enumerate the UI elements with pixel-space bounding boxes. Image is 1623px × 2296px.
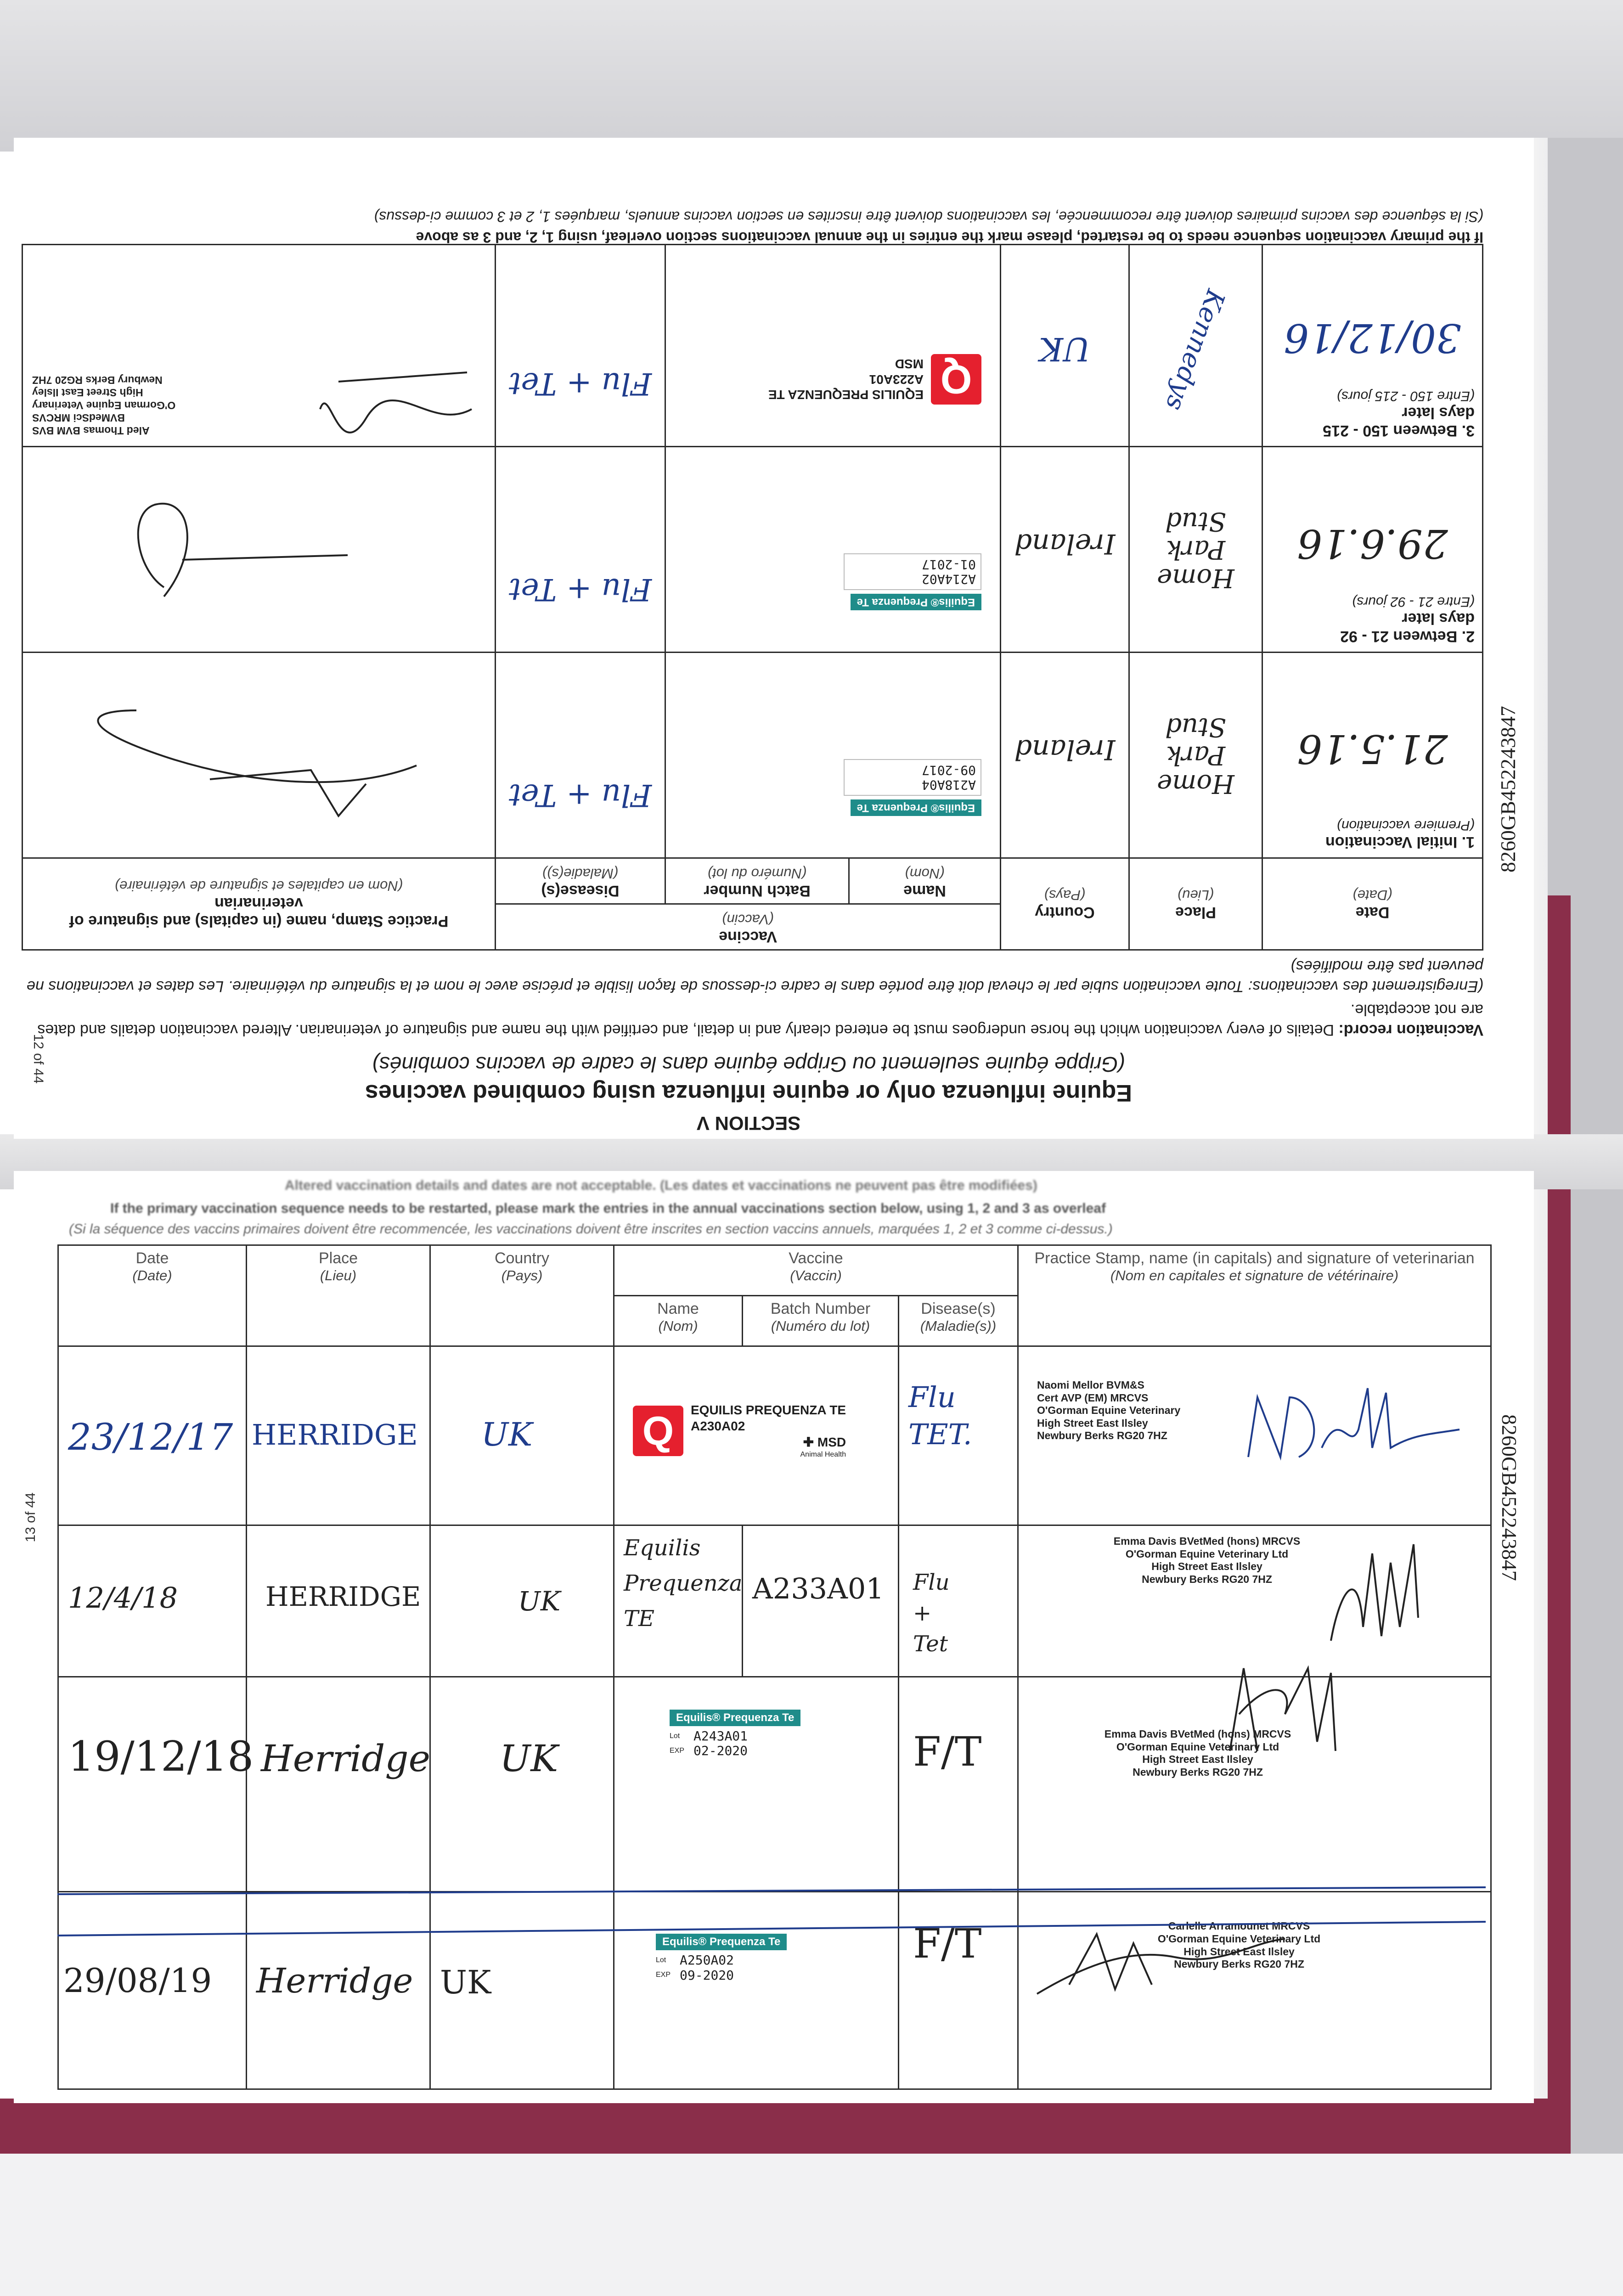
table-row — [22, 245, 1482, 447]
practice-stamp: Naomi Mellor BVM&S Cert AVP (EM) MRCVS O'Gorman Equine Veterinary High Street East Ilsley Newbury Berks RG20 7HZ — [1037, 1379, 1181, 1442]
vaccine-sticker-brand: Equilis® Prequenza Te — [670, 1710, 800, 1726]
vaccine-name: EQUILIS PREQUENZA TE — [768, 388, 924, 402]
disease-cell — [899, 1346, 1018, 1525]
place-cell — [247, 1677, 430, 1892]
disease-cell — [899, 1677, 1018, 1892]
col-batch: Batch Number (Numéro du lot) — [743, 1296, 899, 1346]
vaccine-maker: MSD — [895, 357, 924, 371]
stage-fr: (Entre 150 - 215 jours) — [1336, 388, 1475, 404]
disease-value: Flu + Tet — [508, 572, 652, 607]
place-value: HERRIDGE — [252, 1418, 418, 1452]
country-cell — [430, 1346, 614, 1525]
table-row — [22, 447, 1482, 653]
disease-cell — [495, 447, 665, 653]
notice-restart-fr: (Si la séquence des vaccins primaires doivent être recommencée, les vaccinations doivent être inscrites en section vaccins annuels, marquées 1, 2 et 3 comme ci-dessus.) — [69, 1221, 1113, 1237]
vaccine-name: EQUILIS PREQUENZA TE — [691, 1403, 846, 1417]
vaccine-batch: A214A02 — [921, 572, 976, 587]
notice-label: Vaccination record: — [1338, 1021, 1483, 1039]
stage-label: 2. Between 21 - 92 — [1340, 628, 1475, 645]
practice-stamp: Aled Thomas BVM BVS BVMedSci MRCVS O'Gorman Equine Veterinary High Street East Ilsley Newbury Berks RG20 7HZ — [32, 374, 176, 437]
annual-vaccination-table — [57, 1244, 1492, 2090]
date-value: 29/08/19 — [63, 1961, 212, 2000]
stage-sub: days later — [1402, 610, 1475, 627]
msd-q-logo: Q — [931, 354, 981, 405]
notice-text: Details of every vaccination which the horse undergoes must be entered clearly and in detail, and certified with the name and signature of veterinarian. Altered vaccination details and dates are not acceptable. — [37, 1001, 1483, 1039]
vaccine-expiry: 02-2020 — [693, 1743, 748, 1759]
vaccination-record-notice — [23, 1000, 1483, 1040]
table-row — [58, 1677, 1491, 1892]
vaccination-record-notice-fr: (Enregistrement des vaccinations: Toute vaccination subie par le cheval doit être portée dans le cadre ci-dessous de façon lisible et précise avec le nom et la signature du vétérinaire. Les dates et vaccinations ne peuvent pas être modifiées) — [27, 957, 1483, 995]
country-value: UK — [500, 1737, 558, 1780]
disease-value: Flu + Tet — [508, 366, 652, 401]
vaccine-sticker: Lot EXP A243A01 02-2020 — [670, 1728, 748, 1759]
col-batch: Batch Number (Numéro du lot) — [665, 858, 849, 904]
vaccine-sticker-brand: Equilis® Prequenza Te — [851, 799, 981, 816]
strike-through-lines — [57, 1864, 1490, 1961]
col-country: Country (Pays) — [430, 1245, 614, 1346]
col-place: Place (Lieu) — [247, 1245, 430, 1346]
section-title: SECTION V — [696, 1113, 801, 1134]
disease-value: Flu + Tet — [508, 777, 652, 813]
date-cell — [1262, 245, 1483, 447]
date-value: 29.6.16 — [1297, 520, 1448, 566]
vaccine-sticker-brand: Equilis® Prequenza Te — [851, 594, 981, 610]
place-value: Kennedys — [1159, 285, 1231, 415]
place-value: Herridge — [256, 1961, 413, 2001]
stage-sub: days later — [1402, 404, 1475, 422]
disease-value: Flu + Tet — [913, 1570, 950, 1657]
vaccine-batch: A223A01 — [869, 372, 924, 387]
restart-notice-fr: (Si la séquence des vaccins primaires doivent être recommencée, les vaccinations doivent être inscrites en section vaccins annuels, marquées 1, 2 et 3 comme ci-dessus) — [374, 208, 1483, 225]
table-row — [22, 653, 1482, 858]
notice-altered: Altered vaccination details and dates are not acceptable. (Les dates et vaccinations ne peuvent pas être modifiées) — [285, 1178, 1037, 1193]
disease-cell — [495, 245, 665, 447]
date-value: 30/12/16 — [1284, 315, 1461, 360]
passport-serial: 8260GB452243847 — [1498, 1414, 1521, 1581]
vaccine-label-cell — [665, 447, 1001, 653]
passport-serial: 8260GB452243847 — [1496, 706, 1520, 872]
batch-cell — [743, 1525, 899, 1677]
country-value: UK — [481, 1416, 533, 1453]
vaccine-batch: A218A04 — [921, 777, 976, 793]
vet-signature — [311, 322, 485, 437]
page-12 — [14, 138, 1534, 1139]
disease-cell — [899, 1525, 1018, 1677]
col-vaccine: Vaccine (Vaccin) — [495, 904, 1000, 950]
place-value: HERRIDGE — [265, 1581, 421, 1612]
stamp-cell — [1018, 1677, 1491, 1892]
vet-signature — [1216, 1659, 1354, 1769]
msd-q-logo: Q — [633, 1406, 683, 1456]
vaccine-maker-sub: Animal Health — [800, 1451, 846, 1458]
country-cell — [1001, 447, 1129, 653]
country-cell — [1001, 653, 1129, 858]
section-heading-fr: (Grippe équine seulement ou Grippe équine dans le cadre de vaccins combinés) — [372, 1052, 1125, 1076]
place-value: Herridge — [261, 1737, 430, 1780]
col-place: Place (Lieu) — [1129, 858, 1262, 950]
name-value: Equilis Prequenza TE — [624, 1535, 743, 1632]
place-value: Home Park Stud — [1157, 506, 1234, 593]
date-value: 19/12/18 — [68, 1733, 254, 1781]
vaccine-sticker: Lot EXP A250A02 09-2020 — [656, 1953, 734, 1983]
table-row — [58, 1525, 1491, 1677]
col-stamp: Practice Stamp, name (in capitals) and signature of veterinarian (Nom en capitales et signature de vétérinaire) — [1018, 1245, 1491, 1346]
stage-label: 1. Initial Vaccination — [1325, 833, 1475, 851]
col-disease: Disease(s) (Maladie(s)) — [899, 1296, 1018, 1346]
stamp-cell — [22, 653, 495, 858]
country-value: UK — [518, 1586, 561, 1617]
vet-signature — [1239, 1379, 1469, 1480]
vaccine-sticker — [684, 354, 981, 405]
vaccine-expiry: 01-2017 — [921, 557, 976, 572]
vaccine-sticker — [844, 553, 981, 590]
vaccine-label-cell — [614, 1346, 899, 1525]
place-cell — [1129, 447, 1262, 653]
place-cell — [247, 1346, 430, 1525]
scan-background-bottom — [0, 2154, 1623, 2296]
vet-signature — [1322, 1535, 1441, 1654]
date-cell — [58, 1525, 247, 1677]
vaccine-label-cell — [665, 245, 1001, 447]
batch-value: A233A01 — [752, 1572, 884, 1605]
restart-notice: If the primary vaccination sequence needs to be restarted, please mark the entries in the annual vaccinations section overleaf, using 1, 2, and 3 as above — [416, 229, 1483, 246]
col-date: Date (Date) — [1262, 858, 1483, 950]
page-13 — [14, 1171, 1534, 2103]
date-value: 12/4/18 — [68, 1581, 178, 1615]
page-number: 13 of 44 — [23, 1492, 38, 1542]
date-value: 21.5.16 — [1297, 726, 1448, 771]
date-cell — [58, 1677, 254, 1892]
country-cell — [1001, 245, 1129, 447]
vaccine-sticker — [844, 759, 981, 796]
table-row — [58, 1346, 1491, 1525]
page-number: 12 of 44 — [31, 1034, 46, 1084]
vaccine-maker: MSD — [817, 1435, 846, 1449]
vaccine-batch: A250A02 — [680, 1953, 734, 1968]
stamp-cell — [1018, 1346, 1491, 1525]
passport-cover-bottom — [0, 2099, 1571, 2154]
stage-sub: (Premiere vaccination) — [1336, 818, 1475, 833]
disease-value: F/T — [913, 1728, 982, 1775]
vet-signature — [31, 664, 485, 848]
practice-stamp: Emma Davis BVetMed (hons) MRCVS O'Gorman Equine Veterinary Ltd High Street East Ilsley Newbury Berks RG20 7HZ — [1104, 1728, 1291, 1778]
col-country: Country (Pays) — [1001, 858, 1129, 950]
notice-restart: If the primary vaccination sequence needs to be restarted, please mark the entries in the annual vaccinations section below, using 1, 2 and 3 as overleaf — [110, 1201, 1106, 1216]
date-cell — [58, 1346, 247, 1525]
vaccine-batch: A230A02 — [691, 1419, 745, 1433]
col-vaccine: Vaccine (Vaccin) — [614, 1245, 1018, 1296]
stamp-cell — [22, 447, 495, 653]
vaccine-label-cell — [665, 653, 1001, 858]
stage-label: 3. Between 150 - 215 — [1323, 422, 1475, 439]
col-disease: Disease(s) (Maladie(s)) — [495, 858, 665, 904]
disease-value: Flu TET. — [908, 1380, 972, 1451]
name-cell — [614, 1525, 743, 1677]
place-value: Home Park Stud — [1157, 712, 1234, 799]
stamp-cell — [1018, 1525, 1491, 1677]
vaccine-sticker-brand: Equilis® Prequenza Te — [656, 1934, 787, 1950]
vaccine-expiry: 09-2020 — [680, 1967, 734, 1983]
date-cell — [1262, 447, 1483, 653]
vet-signature — [31, 459, 485, 642]
place-cell — [1129, 653, 1262, 858]
msd-icon: ✚ — [803, 1435, 814, 1449]
disease-cell — [495, 653, 665, 858]
country-value: UK — [440, 1964, 491, 2002]
col-date: Date (Date) — [58, 1245, 247, 1346]
disease-value: F/T — [913, 1920, 982, 1968]
section-heading: Equine influenza only or equine influenza using combined vaccines — [365, 1080, 1133, 1106]
date-value: 23/12/17 — [68, 1416, 233, 1458]
col-name: Name (Nom) — [614, 1296, 743, 1346]
vaccine-expiry: 09-2017 — [921, 762, 976, 778]
vaccine-batch: A243A01 — [693, 1728, 748, 1744]
country-cell — [430, 1525, 614, 1677]
practice-stamp: Emma Davis BVetMed (hons) MRCVS O'Gorman Equine Veterinary Ltd High Street East Ilsley Newbury Berks RG20 7HZ — [1113, 1535, 1301, 1585]
vaccine-sticker — [633, 1402, 889, 1459]
place-cell — [247, 1525, 430, 1677]
col-stamp: Practice Stamp, name (in capitals) and signature of veterinarian (Nom en capitales et signature de vétérinaire) — [22, 858, 495, 950]
country-cell — [430, 1677, 614, 1892]
country-value: Ireland — [1014, 528, 1116, 560]
col-name: Name (Nom) — [849, 858, 1001, 904]
stamp-cell — [22, 245, 495, 447]
date-cell — [1262, 653, 1483, 858]
page-13-number-wrap — [23, 1492, 51, 1630]
practice-stamp: Carlelle Arramounet MRCVS O'Gorman Equine Veterinary Ltd High Street East Ilsley Newbury Berks RG20 7HZ — [1157, 1920, 1321, 1970]
stage-fr: (Entre 21 - 92 jours) — [1352, 594, 1475, 609]
vaccine-label-cell — [614, 1677, 899, 1892]
country-value: UK — [1039, 330, 1091, 368]
scan-background-top — [0, 0, 1623, 152]
place-cell — [1129, 245, 1262, 447]
primary-vaccination-table — [22, 244, 1483, 951]
country-value: Ireland — [1014, 733, 1116, 765]
